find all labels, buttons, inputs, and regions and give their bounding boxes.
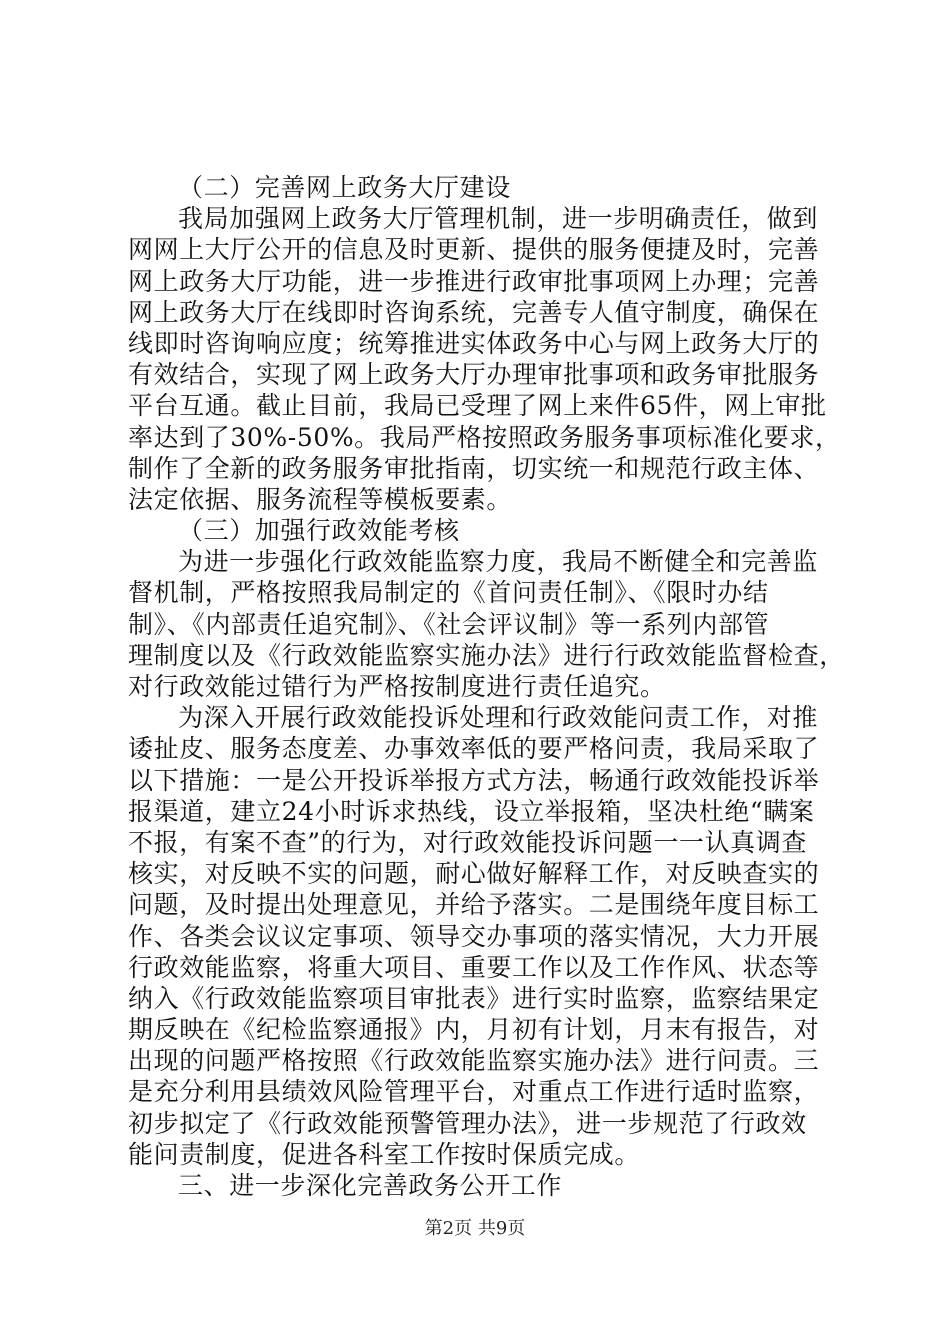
text-line: 制作了全新的政务服务审批指南，切实统一和规范行政主体、 <box>128 453 820 483</box>
text-line: 纳入《行政效能监察项目审批表》进行实时监察，监察结果定 <box>128 983 820 1013</box>
text-line: 有效结合，实现了网上政务大厅办理审批事项和政务审批服务 <box>128 360 820 390</box>
text-line: （二）完善网上政务大厅建设 <box>178 173 511 202</box>
text-line: 核实，对反映不实的问题，耐心做好解释工作，对反映查实的 <box>128 859 820 889</box>
text-line: 为深入开展行政效能投诉处理和行政效能问责工作，对推 <box>178 703 819 733</box>
text-line: 网网上大厅公开的信息及时更新、提供的服务便捷及时，完善 <box>128 235 820 265</box>
text-line: 是充分利用县绩效风险管理平台，对重点工作进行适时监察， <box>128 1077 820 1107</box>
text-line: 三、进一步深化完善政务公开工作 <box>178 1171 563 1200</box>
text-line: 网上政务大厅功能，进一步推进行政审批事项网上办理；完善 <box>128 266 820 296</box>
text-line: 期反映在《纪检监察通报》内，月初有计划，月末有报告，对 <box>128 1015 820 1045</box>
text-line: 问题，及时提出处理意见，并给予落实。二是围绕年度目标工 <box>128 890 820 920</box>
document-body <box>128 172 845 1201</box>
text-line: 作、各类会议议定事项、领导交办事项的落实情况，大力开展 <box>128 921 820 951</box>
text-line: 率达到了30%-50%。我局严格按照政务服务事项标准化要求， <box>128 422 841 452</box>
text-line: 行政效能监察，将重大项目、重要工作以及工作作风、状态等 <box>128 952 820 982</box>
text-line: 督机制，严格按照我局制定的《首问责任制》、《限时办结 <box>128 578 769 608</box>
text-line: 对行政效能过错行为严格按制度进行责任追究。 <box>128 672 666 701</box>
text-line: 出现的问题严格按照《行政效能监察实施办法》进行问责。三 <box>128 1046 820 1076</box>
text-line: 为进一步强化行政效能监察力度，我局不断健全和完善监 <box>178 547 819 577</box>
text-line: 线即时咨询响应度；统筹推进实体政务中心与网上政务大厅的 <box>128 328 820 358</box>
text-line: 初步拟定了《行政效能预警管理办法》，进一步规范了行政效 <box>128 1108 807 1138</box>
text-line: 不报，有案不查”的行为，对行政效能投诉问题一一认真调查 <box>128 827 807 857</box>
text-line: 法定依据、服务流程等模板要素。 <box>128 484 513 514</box>
text-line: 以下措施：一是公开投诉举报方式方法，畅通行政效能投诉举 <box>128 765 820 795</box>
text-line: （三）加强行政效能考核 <box>178 516 460 546</box>
text-line: 制》、《内部责任追究制》、《社会评议制》等一系列内部管 <box>128 609 770 639</box>
text-line: 网上政务大厅在线即时咨询系统，完善专人值守制度，确保在 <box>128 297 820 327</box>
text-line: 平台互通。截止目前，我局已受理了网上来件65件，网上审批 <box>128 391 827 421</box>
text-line: 能问责制度，促进各科室工作按时保质完成。 <box>128 1139 641 1169</box>
text-line: 报渠道，建立24小时诉求热线，设立举报箱，坚决杜绝“瞒案 <box>128 796 815 826</box>
text-line: 诿扯皮、服务态度差、办事效率低的要严格问责，我局采取了 <box>128 734 820 764</box>
text-line: 理制度以及《行政效能监察实施办法》进行行政效能监督检查， <box>128 640 845 670</box>
text-line: 我局加强网上政务大厅管理机制，进一步明确责任，做到 <box>178 204 819 234</box>
page-footer: 第2页 共9页 <box>424 1218 526 1239</box>
